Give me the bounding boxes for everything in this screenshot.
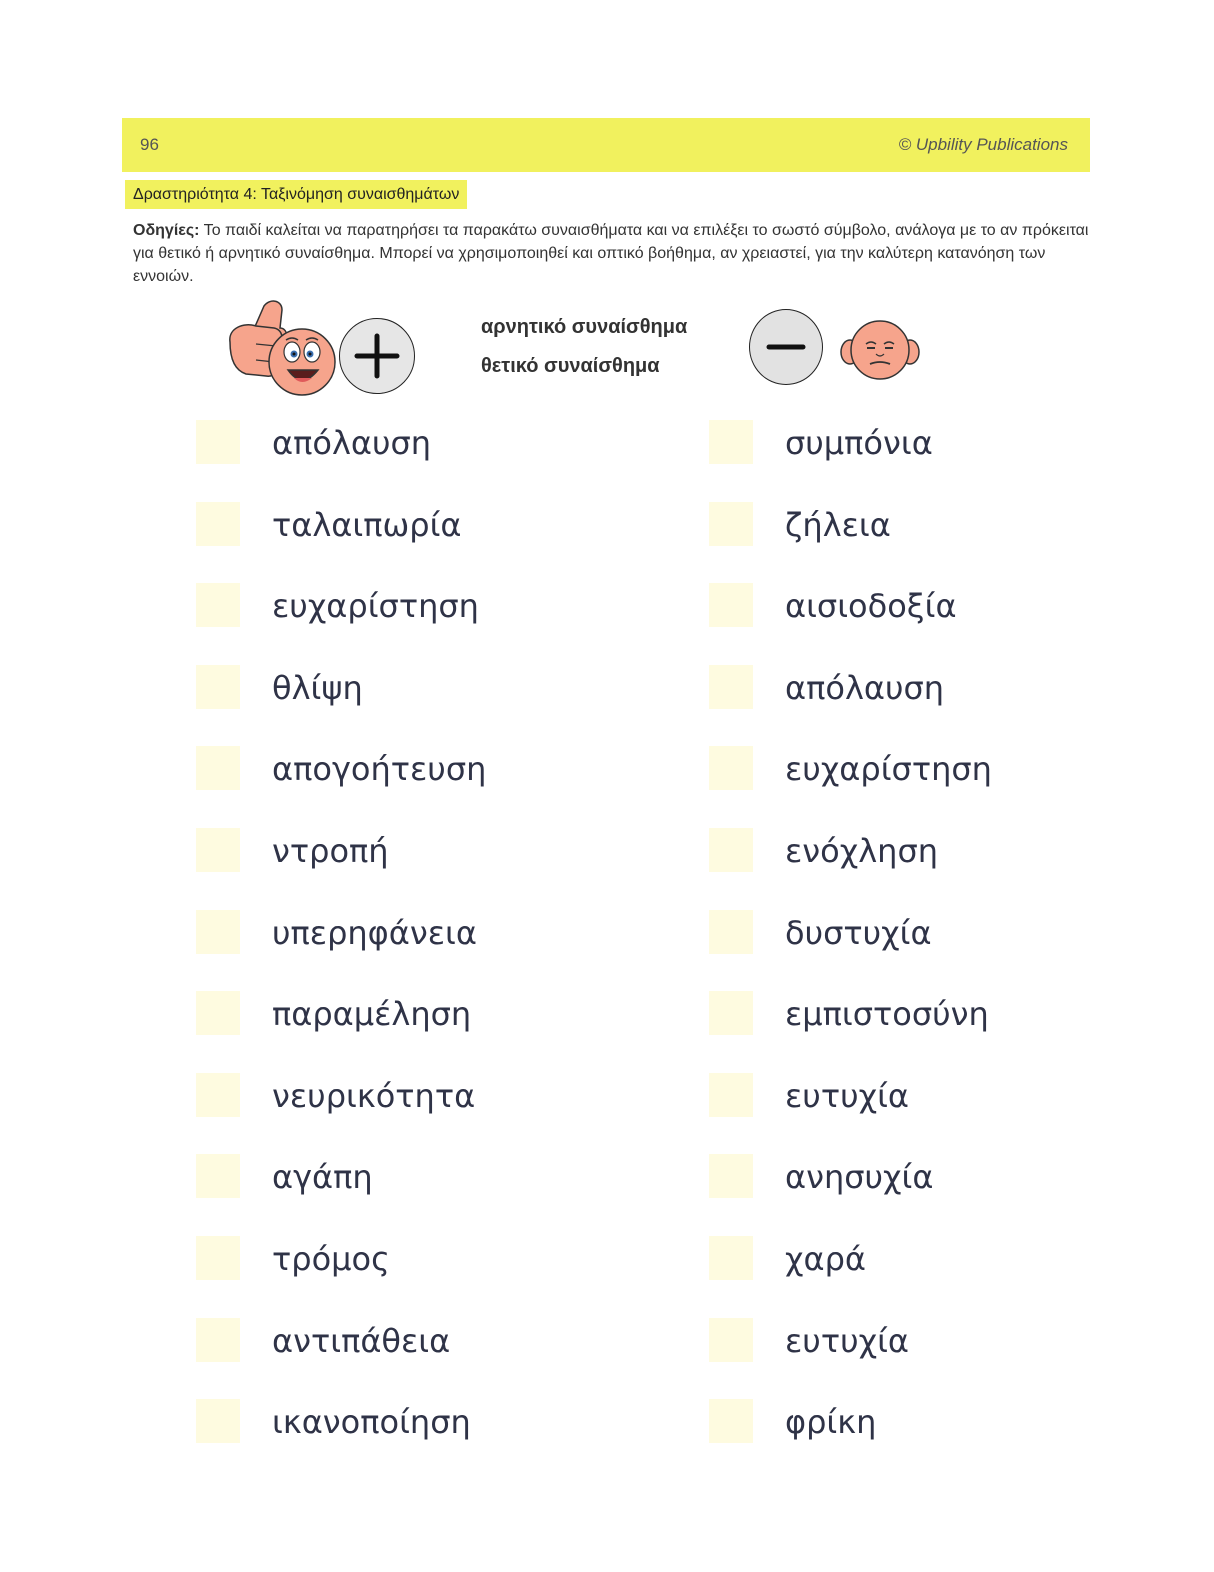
header-band — [122, 118, 1090, 172]
answer-box[interactable] — [196, 828, 240, 872]
emotion-word: φρίκη — [785, 1403, 877, 1442]
minus-symbol — [749, 309, 823, 385]
answer-box[interactable] — [196, 746, 240, 790]
emotion-word: δυστυχία — [785, 913, 932, 952]
instructions-label: Οδηγίες: — [133, 222, 200, 239]
answer-box[interactable] — [709, 1318, 753, 1362]
emotion-word: ζήλεια — [785, 505, 891, 544]
emotion-word: συμπόνια — [785, 424, 933, 462]
answer-box[interactable] — [709, 746, 753, 790]
answer-box[interactable] — [709, 1073, 753, 1117]
answer-box[interactable] — [196, 991, 240, 1035]
answer-box[interactable] — [196, 420, 240, 464]
instructions-text: Το παιδί καλείται να παρατηρήσει τα παρακάτω συναισθήματα και να επιλέξει το σωστό σύμβολο, ανάλογα με το αν πρόκειται για θετικό ή αρνητικό συναίσθημα. Μπορεί να χρησιμοποιηθεί και οπτικό βοήθημα, αν χρειαστεί, για την καλύτερη κατανόηση των εννοιών. — [133, 222, 1089, 285]
answer-box[interactable] — [196, 502, 240, 546]
answer-box[interactable] — [196, 583, 240, 627]
emotion-word: ευχαρίστηση — [785, 750, 992, 789]
emotion-word: ευτυχία — [785, 1076, 909, 1115]
legend-negative: αρνητικό συναίσθημα — [481, 316, 688, 338]
answer-box[interactable] — [709, 583, 753, 627]
answer-box[interactable] — [196, 1318, 240, 1362]
emotion-word: ανησυχία — [785, 1158, 934, 1197]
answer-box[interactable] — [196, 1073, 240, 1117]
emotion-word: ευτυχία — [785, 1321, 909, 1360]
answer-box[interactable] — [709, 665, 753, 709]
sad-face-icon — [838, 316, 922, 382]
plus-symbol — [339, 318, 415, 394]
answer-box[interactable] — [709, 1236, 753, 1280]
thumbs-up-happy-face-icon — [226, 298, 338, 400]
publisher-credit: © Upbility Publications — [898, 135, 1068, 154]
page-number: 96 — [140, 135, 159, 154]
answer-box[interactable] — [709, 1399, 753, 1443]
emotion-word: ενόχληση — [785, 832, 939, 870]
answer-box[interactable] — [709, 420, 753, 464]
emotion-word: εμπιστοσύνη — [785, 995, 989, 1034]
answer-box[interactable] — [709, 1154, 753, 1198]
minus-icon — [749, 309, 823, 385]
answer-box[interactable] — [196, 1236, 240, 1280]
legend-positive: θετικό συναίσθημα — [481, 355, 660, 377]
answer-box[interactable] — [196, 910, 240, 954]
answer-box[interactable] — [709, 828, 753, 872]
emotion-word: θλίψη — [272, 668, 363, 707]
emotion-word: απόλαυση — [272, 424, 432, 462]
answer-box[interactable] — [196, 665, 240, 709]
emotion-word: τρόμος — [272, 1240, 390, 1278]
answer-box[interactable] — [709, 502, 753, 546]
emotion-word: αισιοδοξία — [785, 587, 957, 626]
emotion-word: χαρά — [785, 1240, 866, 1278]
emotion-word: ταλαιπωρία — [272, 505, 462, 544]
plus-icon — [339, 318, 415, 394]
emotion-word: παραμέληση — [272, 995, 472, 1034]
emotion-word: υπερηφάνεια — [272, 913, 477, 952]
answer-box[interactable] — [709, 910, 753, 954]
emotion-word: ευχαρίστηση — [272, 587, 479, 626]
answer-box[interactable] — [709, 991, 753, 1035]
answer-box[interactable] — [196, 1399, 240, 1443]
emotion-word: αντιπάθεια — [272, 1321, 451, 1360]
emotion-word: ικανοποίηση — [272, 1403, 471, 1442]
emotion-word: ντροπή — [272, 832, 389, 870]
emotion-word: αγάπη — [272, 1158, 373, 1197]
emotion-word: απογοήτευση — [272, 750, 487, 789]
activity-title: Δραστηριότητα 4: Ταξινόμηση συναισθημάτων — [125, 180, 467, 209]
answer-box[interactable] — [196, 1154, 240, 1198]
instructions — [133, 219, 1105, 288]
emotion-word: νευρικότητα — [272, 1076, 476, 1115]
emotion-word: απόλαυση — [785, 668, 945, 707]
